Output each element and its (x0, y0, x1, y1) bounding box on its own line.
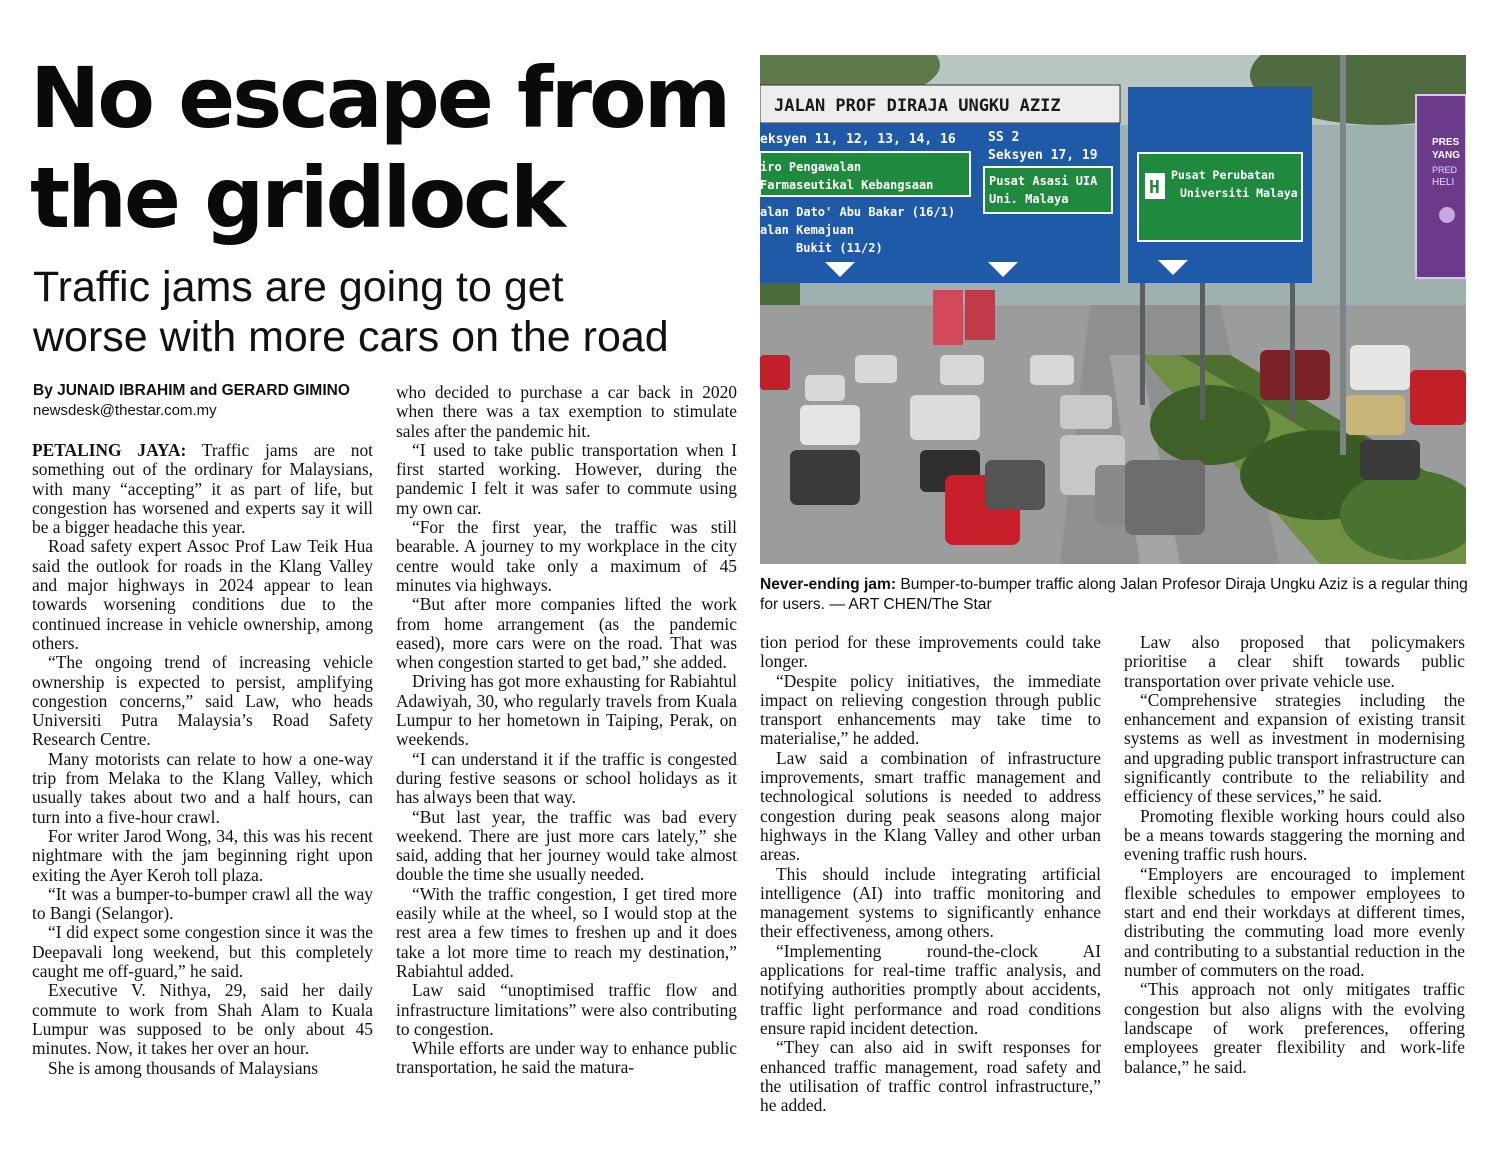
subheadline-line-1: Traffic jams are going to get (33, 263, 564, 311)
sign-header-text: JALAN PROF DIRAJA UNGKU AZIZ (774, 96, 1061, 116)
right-sign-line-2: Universiti Malaya (1180, 186, 1298, 200)
article-paragraph: “This approach not only mitigates traffic congestion but also aligns with the evolving landscape of work preferences, offering employees greater flexibility and work-life balance,” he said. (1124, 979, 1465, 1077)
mid-sign-line-2: Seksyen 17, 19 (988, 148, 1098, 163)
article-paragraph: “They can also aid in swift responses for enhanced traffic management, road safety and the utilisation of traffic control infrastructure,” he added. (760, 1037, 1101, 1116)
article-paragraph: “Employers are encouraged to implement flexible schedules to empower employees to start and end their workdays at different times, distributing the commuting load more evenly and contributing to a substantial reduction in the number of commuters on the road. (1124, 863, 1465, 981)
article-paragraph: While efforts are under way to enhance public transportation, he said the matura- (396, 1038, 737, 1078)
headline-line-2: the gridlock (30, 149, 563, 247)
right-sign-line-1: Pusat Perubatan (1171, 168, 1275, 182)
article-column-1 (32, 441, 373, 1078)
headline (30, 48, 730, 248)
article-paragraph: Driving has got more exhausting for Rabiahtul Adawiyah, 30, who regularly travels from Kuala Lumpur to her hometown in Taiping, Perak, on weekends. (396, 671, 737, 750)
article-paragraph: “I did expect some congestion since it was the Deepavali long weekend, but this completely caught me off-guard,” he said. (32, 922, 373, 982)
article-paragraph: “Despite policy initiatives, the immediate impact on relieving congestion through public transport enhancements may take time to materialise,” he added. (760, 670, 1101, 749)
dateline: PETALING JAYA: (32, 440, 187, 460)
article-column-2 (396, 383, 737, 1078)
article-paragraph: “But after more companies lifted the work from home arrangement (as the pandemic eased), more cars were on the road. That was when congestion started to get bad,” she added. (396, 594, 737, 673)
byline-email: newsdesk@thestar.com.my (33, 402, 217, 419)
traffic-photo (760, 55, 1466, 564)
photo-caption (760, 575, 1470, 614)
article-paragraph: For writer Jarod Wong, 34, this was his recent nightmare with the jam beginning right upon exiting the Ayer Keroh toll plaza. (32, 825, 373, 885)
article-paragraph: Promoting flexible working hours could also be a means towards staggering the morning and evening traffic rush hours. (1124, 805, 1465, 865)
billboard-line-4: HELI (1432, 177, 1455, 188)
mid-sign-green-line-1: Pusat Asasi UIA (989, 174, 1098, 188)
caption-text: Bumper-to-bumper traffic along Jalan Profesor Diraja Ungku Aziz is a regular thing for users. — ART CHEN/The Star (760, 576, 1468, 613)
billboard-emblem-icon (1439, 207, 1455, 223)
hospital-h-symbol: H (1149, 177, 1160, 198)
article-paragraph: “Implementing round-the-clock AI applications for real-time traffic analysis, and notifying authorities promptly about accidents, traffic light performance and road conditions ensure rapid incident detection. (760, 940, 1101, 1038)
article-column-3 (760, 633, 1101, 1115)
article-paragraph: “Comprehensive strategies including the enhancement and expansion of existing transit systems as well as investment in modernising and upgrading public transport infrastructure can significantly contribute to the reliability and efficiency of these services,” he said. (1124, 689, 1465, 807)
article-paragraph: Road safety expert Assoc Prof Law Teik Hua said the outlook for roads in the Klang Valley and major highways in 2024 appear to lean towards worsening conditions due to the continued increase in vehicle ownership, among others. (32, 536, 373, 653)
subheadline-line-2: worse with more cars on the road (33, 313, 669, 361)
lead-text: Traffic jams are not something out of the ordinary for Malaysians, with many “accepting” it as part of life, but congestion has worsened and experts say it will be a bigger headache this year. (32, 440, 373, 538)
article-paragraph: “For the first year, the traffic was still bearable. A journey to my workplace in the city centre would take only a maximum of 45 minutes via highways. (396, 517, 737, 595)
byline-authors: By JUNAID IBRAHIM and GERARD GIMINO (33, 382, 350, 399)
article-paragraph: “I can understand it if the traffic is congested during festive seasons or school holidays as it has always been that way. (396, 748, 737, 808)
left-sign-line-3: alan Dato' Abu Bakar (16/1) (760, 205, 956, 219)
article-paragraph: “The ongoing trend of increasing vehicle ownership is expected to persist, amplifying congestion concerns,” said Law, who heads Universiti Putra Malaysia’s Road Safety Research Centre. (32, 652, 373, 750)
mid-sign-line-1: SS 2 (988, 130, 1020, 145)
article-paragraph: Law also proposed that policymakers prioritise a clear shift towards public transportation over private vehicle use. (1124, 632, 1465, 691)
article-paragraph (32, 441, 373, 537)
billboard-line-2: YANG (1432, 150, 1460, 161)
article-paragraph: Many motorists can relate to how a one-way trip from Melaka to the Klang Valley, which usually takes about two and a half hours, can turn into a five-hour crawl. (32, 748, 373, 827)
article-paragraph: Executive V. Nithya, 29, said her daily commute to work from Shah Alam to Kuala Lumpur was supposed to be only about 45 minutes. Now, it takes her over an hour. (32, 980, 373, 1059)
left-sign-green-line-1: iro Pengawalan (760, 160, 862, 174)
left-sign-top-line: eksyen 11, 12, 13, 14, 16 (760, 132, 956, 147)
article-paragraph: She is among thousands of Malaysians (48, 1057, 319, 1078)
article-paragraph: tion period for these improvements could take longer. (760, 632, 1101, 672)
billboard-line-1: PRES (1432, 137, 1460, 148)
article-paragraph: “It was a bumper-to-bumper crawl all the way to Bangi (Selangor). (32, 883, 373, 924)
caption-lead: Never-ending jam: (760, 576, 897, 593)
left-sign-green-line-2: Farmaseutikal Kebangsaan (760, 178, 934, 192)
mid-sign-green-line-2: Uni. Malaya (989, 192, 1069, 206)
article-column-4 (1124, 633, 1465, 1077)
article-paragraph: who decided to purchase a car back in 2020 when there was a tax exemption to stimulate sales after the pandemic hit. (396, 382, 737, 441)
billboard-line-3: PRED (1432, 165, 1458, 175)
byline (33, 381, 378, 421)
article-paragraph: This should include integrating artificial intelligence (AI) into traffic monitoring and management systems to significantly enhance their effectiveness, among others. (760, 863, 1101, 942)
article-paragraph: “But last year, the traffic was bad every weekend. There are just more cars lately,” she said, adding that her journey would take almost double the time she usually needed. (396, 806, 737, 885)
article-paragraph: Law said a combination of infrastructure improvements, smart traffic management and technological solutions is needed to address congestion during peak seasons along major highways in the Klang Valley and other urban areas. (760, 747, 1101, 865)
headline-line-1: No escape from (30, 49, 729, 147)
article-paragraph: “I used to take public transportation when I first started working. However, during the pandemic I felt it was safer to commute using my own car. (396, 439, 737, 518)
left-sign-line-4: alan Kemajuan (760, 223, 854, 237)
subheadline (33, 262, 733, 362)
article-paragraph: “With the traffic congestion, I get tired more easily while at the wheel, so I would stop at the rest area a few times to freshen up and it does take a lot more time to reach my destination,” Rabiahtul added. (396, 883, 737, 981)
article-paragraph: Law said “unoptimised traffic flow and infrastructure limitations” were also contributing to congestion. (396, 980, 737, 1039)
left-sign-line-5: Bukit (11/2) (796, 241, 883, 255)
